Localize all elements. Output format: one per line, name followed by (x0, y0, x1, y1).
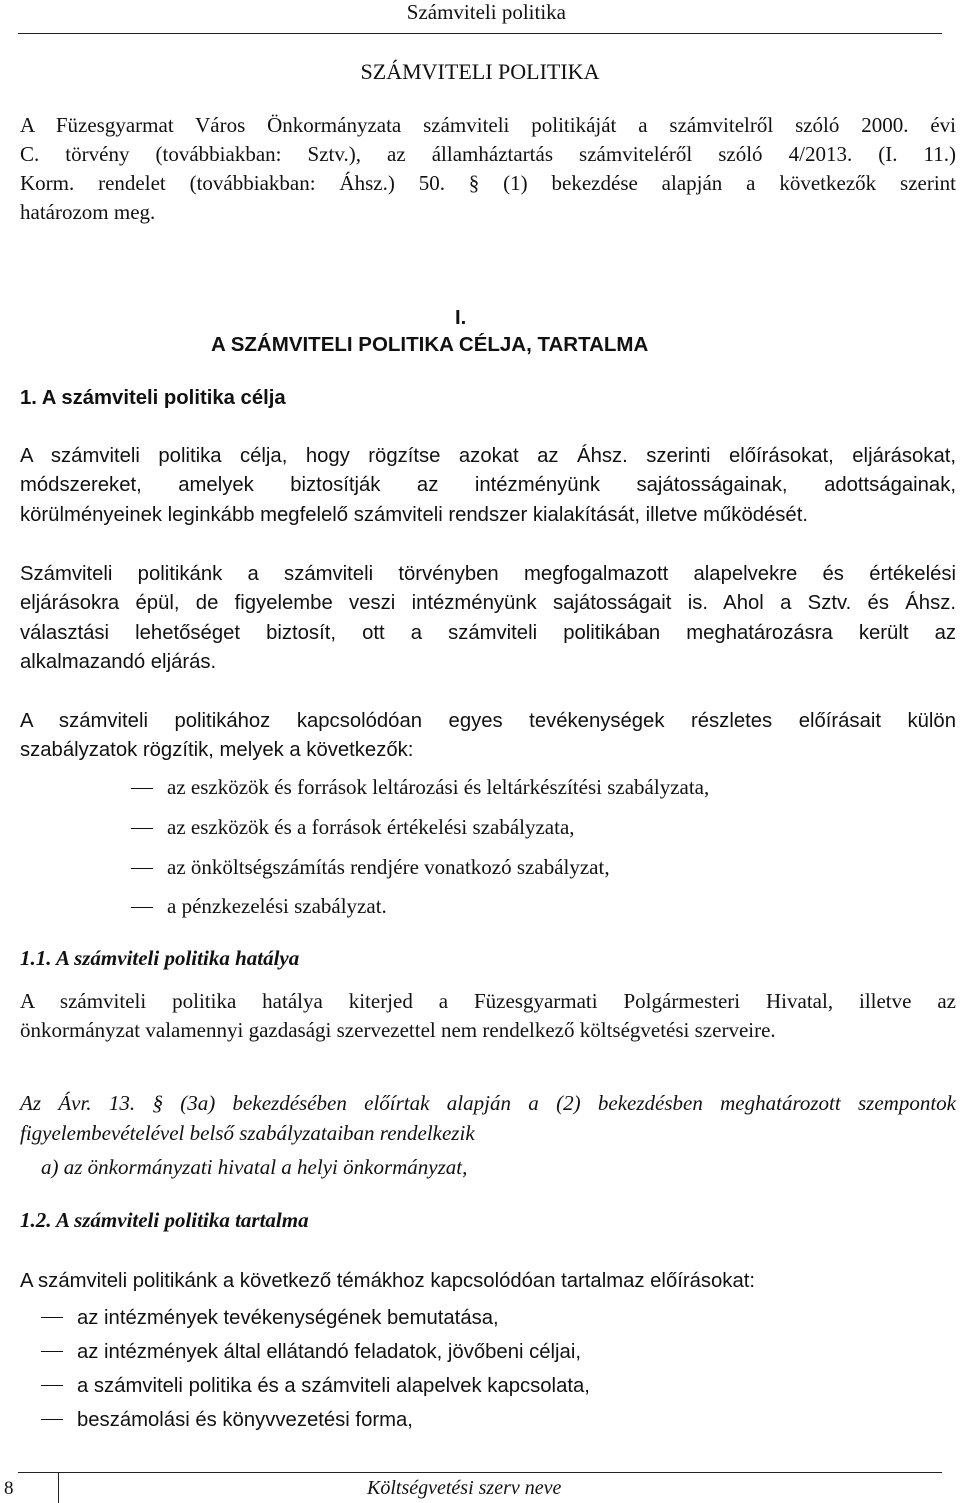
principles-paragraph (20, 560, 956, 678)
dash-bullet-icon (131, 868, 153, 869)
dash-bullet-icon (41, 1419, 63, 1420)
list-item: a pénzkezelési szabályzat. (131, 894, 387, 919)
dash-bullet-icon (131, 788, 153, 789)
principles-line: alkalmazandó eljárás. (20, 651, 217, 674)
content-intro: A számviteli politikánk a következő témákhoz kapcsolódóan tartalmaz előírásokat: (20, 1270, 755, 1292)
scope-line: önkormányzat valamennyi gazdasági szervezettel nem rendelkező költségvetési szerveire. (20, 1018, 776, 1042)
list-item: a számviteli politika és a számviteli alapelvek kapcsolata, (41, 1372, 590, 1401)
dash-bullet-icon (41, 1317, 63, 1318)
regulations-paragraph (20, 707, 956, 766)
list-item: az intézmények által ellátandó feladatok, jövőbeni céljai, (41, 1338, 581, 1367)
page-number: 8 (4, 1478, 14, 1499)
principles-line: eljárásokra épül, de figyelembe veszi intézményünk sajátosságait is. Ahol a Sztv. és Áhsz. (20, 592, 956, 615)
intro-line: A Füzesgyarmat Város Önkormányzata számviteli politikáját a számvitelről szóló 2000. évi (20, 113, 956, 137)
principles-line: Számviteli politikánk a számviteli törvényben megfogalmazott alapelvekre és értékelési (20, 563, 956, 585)
scope-paragraph (20, 987, 956, 1045)
dash-bullet-icon (131, 828, 153, 829)
chapter-title: A SZÁMVITELI POLITIKA CÉLJA, TARTALMA (211, 333, 649, 356)
regulations-line: szabályzatok rögzítik, melyek a következők: (20, 739, 414, 762)
purpose-line: módszereket, amelyek biztosítják az intézményünk sajátosságainak, adottságainak, (20, 474, 956, 497)
section-heading-1: 1. A számviteli politika célja (20, 387, 286, 409)
list-item: beszámolási és könyvvezetési forma, (41, 1406, 413, 1435)
chapter-number: I. (455, 307, 467, 329)
header-rule (18, 33, 942, 34)
list-item: az önköltségszámítás rendjére vonatkozó szabályzat, (131, 855, 610, 880)
intro-line: határozom meg. (20, 200, 156, 224)
section-heading-1-1: 1.1. A számviteli politika hatálya (20, 946, 300, 970)
avr-paragraph (20, 1088, 956, 1148)
purpose-paragraph (20, 442, 956, 530)
section-heading-1-2: 1.2. A számviteli politika tartalma (20, 1208, 309, 1232)
purpose-line: A számviteli politika célja, hogy rögzítse azokat az Áhsz. szerinti előírásokat, eljárásokat, (20, 445, 956, 467)
avr-line: figyelembevételével belső szabályzataiban rendelkezik (20, 1121, 475, 1145)
dash-bullet-icon (131, 907, 153, 908)
avr-item: a) az önkormányzati hivatal a helyi önkormányzat, (41, 1155, 468, 1179)
list-item: az eszközök és a források értékelési szabályzata, (131, 815, 575, 840)
avr-line: Az Ávr. 13. § (3a) bekezdésében előírtak alapján a (2) bekezdésben meghatározott szempontok (20, 1091, 956, 1115)
intro-line: Korm. rendelet (továbbiakban: Áhsz.) 50. § (1) bekezdése alapján a következők szerint (20, 171, 956, 195)
list-item: az intézmények tevékenységének bemutatása, (41, 1304, 499, 1333)
regulations-line: A számviteli politikához kapcsolódóan egyes tevékenységek részletes előírásait külön (20, 710, 956, 732)
purpose-line: körülményeinek leginkább megfelelő számviteli rendszer kialakítását, illetve működését. (20, 503, 808, 526)
list-item: az eszközök és források leltározási és leltárkészítési szabályzata, (131, 775, 709, 800)
dash-bullet-icon (41, 1351, 63, 1352)
footer-divider (58, 1472, 59, 1503)
intro-line: C. törvény (továbbiakban: Sztv.), az államháztartás számviteléről szóló 4/2013. (I. 11.) (20, 142, 956, 166)
dash-bullet-icon (41, 1385, 63, 1386)
principles-line: választási lehetőséget biztosít, ott a számviteli politikában meghatározásra került az (20, 621, 956, 644)
scope-line: A számviteli politika hatálya kiterjed a Füzesgyarmati Polgármesteri Hivatal, illetve az (20, 989, 956, 1013)
running-header: Számviteli politika (406, 0, 566, 24)
intro-paragraph (20, 111, 956, 227)
footer-rule (18, 1472, 942, 1473)
footer-text: Költségvetési szerv neve (367, 1477, 562, 1499)
document-title: SZÁMVITELI POLITIKA (360, 59, 600, 84)
